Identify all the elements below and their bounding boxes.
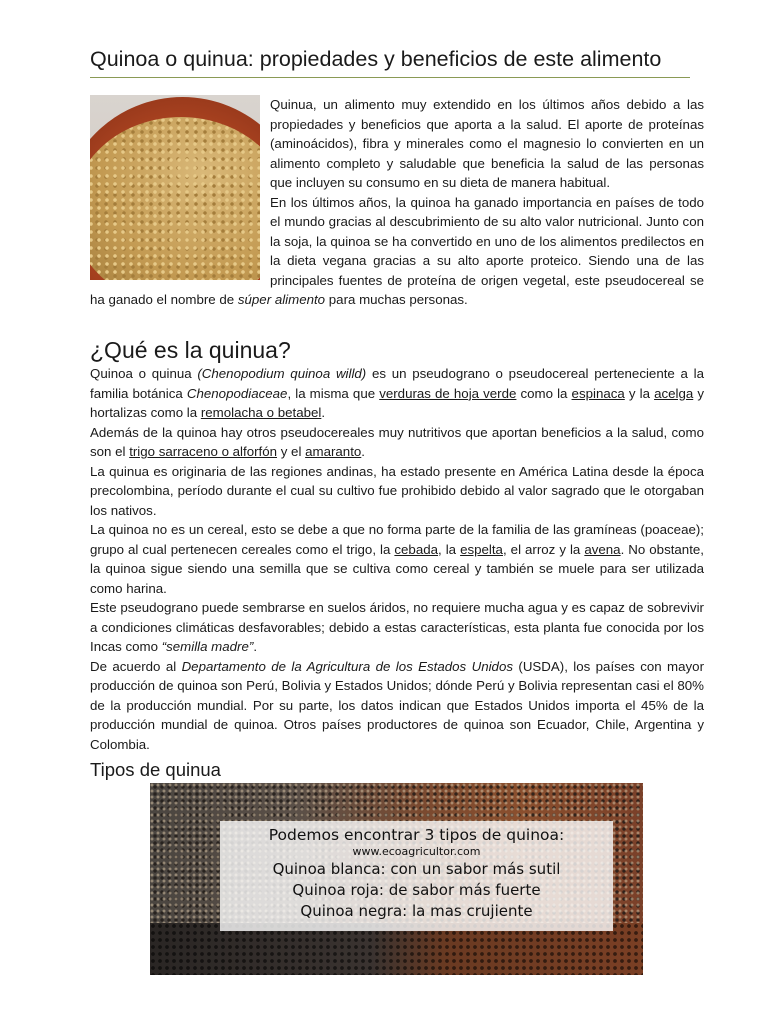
usda-name: Departamento de la Agricultura de los Estados Unidos: [181, 658, 513, 674]
text: y hortalizas como la: [90, 385, 704, 420]
quinoa-grains: [90, 117, 260, 280]
link-verduras-hoja-verde[interactable]: verduras de hoja verde: [379, 385, 517, 401]
text: La quinoa no es un cereal, esto se debe a que no forma parte de la familia de las gramíneas (poaceae); grupo al cual pertenecen cereales como el trigo, la: [90, 522, 704, 557]
semilla-madre-quote: “semilla madre”: [161, 639, 254, 654]
text: (USDA), los países con mayor producción de quinoa son Perú, Bolivia y Estados Unidos; dónde Perú y Bolivia representan casi el 80% de la producción mundial. Por su parte, los datos indican que Estados Unidos importa el 45% de la producción mundial de quinoa. Otros países productores de quinoa son Ecuador, Chile, Argentina y Colombia.: [90, 658, 704, 752]
text: y la: [624, 385, 655, 401]
link-avena[interactable]: avena: [584, 541, 621, 557]
title-divider: [90, 77, 690, 78]
section-que-es-body: [90, 364, 704, 754]
paragraph-pseudocereales: [90, 423, 704, 462]
text: y el: [277, 444, 306, 459]
banner-type-blanca: Quinoa blanca: con un sabor más sutil: [272, 860, 561, 878]
quinoa-types-image: [150, 783, 643, 975]
type-desc: con un sabor más sutil: [385, 860, 561, 878]
type-name: Quinoa negra: [300, 902, 403, 920]
text: como la: [516, 385, 572, 401]
paragraph-definicion: [90, 364, 704, 423]
text: es un pseudograno o pseudocereal perteneciente a la familia botánica: [90, 366, 704, 401]
text: Quinoa o quinua: [90, 366, 198, 381]
banner-website: www.ecoagricultor.com: [352, 845, 481, 858]
link-espelta[interactable]: espelta: [460, 541, 503, 557]
scientific-name: (Chenopodium quinoa willd): [197, 366, 367, 381]
intro-text: En los últimos años, la quinoa ha ganado importancia en países de todo el mundo gracias al descubrimiento de su alto valor nutricional. Junto con la soja, la quinoa se ha convertido en uno de los alimentos predilectos en la dieta vegana gracias a su alto aporte proteico. Siendo una de las principales fuentes de proteína de origen vegetal, este pseudocereal se ha ganado el nombre de: [90, 194, 704, 307]
paragraph-no-es-cereal: [90, 520, 704, 598]
link-remolacha[interactable]: remolacha o betabel: [200, 405, 322, 420]
quinoa-bowl-image: [90, 95, 260, 280]
type-desc: la mas crujiente: [407, 902, 533, 920]
types-banner: [220, 821, 613, 931]
text: .: [253, 639, 258, 654]
text: Además de la quinoa hay otros pseudocereales muy nutritivos que aportan beneficios a la salud, como son el: [90, 424, 704, 459]
banner-heading: Podemos encontrar 3 tipos de quinoa:: [268, 826, 565, 844]
text: . No obstante, la quinoa sigue siendo una semilla que se cultiva como cereal y también se muele para ser utilizada como harina.: [90, 541, 704, 596]
section-heading-que-es: ¿Qué es la quinua?: [90, 337, 291, 363]
text: De acuerdo al: [90, 658, 182, 674]
family-name: Chenopodiaceae: [186, 385, 288, 401]
intro-paragraph-1: Quinua, un alimento muy extendido en los últimos años debido a las propiedades y beneficios que aporta a la salud. El aporte de proteínas (aminoácidos), fibra y minerales como el magnesio lo convierten en un alimento completo y saludable que beneficia la salud de las personas que incluyen su consumo en su dieta de manera habitual.: [270, 97, 704, 190]
type-desc: de sabor más fuerte: [383, 881, 541, 899]
intro-text-end: para muchas personas.: [325, 292, 468, 307]
link-cebada[interactable]: cebada: [394, 541, 439, 557]
intro-emphasis: súper alimento: [237, 292, 326, 307]
link-trigo-sarraceno[interactable]: trigo sarraceno o alforfón: [129, 444, 278, 459]
link-espinaca[interactable]: espinaca: [571, 385, 625, 401]
link-acelga[interactable]: acelga: [654, 385, 694, 401]
type-name: Quinoa roja: [292, 881, 379, 899]
text: , la misma que: [287, 385, 380, 401]
paragraph-cultivo: [90, 598, 704, 657]
text: .: [321, 405, 326, 420]
section-heading-tipos: Tipos de quinua: [90, 759, 221, 780]
link-amaranto[interactable]: amaranto: [305, 444, 362, 459]
type-name: Quinoa blanca: [272, 860, 381, 878]
text: , el arroz y la: [502, 541, 585, 557]
paragraph-produccion: [90, 657, 704, 755]
banner-type-roja: Quinoa roja: de sabor más fuerte: [292, 881, 541, 899]
text: , la: [438, 541, 461, 557]
page-title: Quinoa o quinua: propiedades y beneficios de este alimento: [90, 47, 662, 71]
paragraph-origen: La quinua es originaria de las regiones andinas, ha estado presente en América Latina desde la época precolombina, período durante el cual su cultivo fue prohibido debido al valor sagrado que le otorgaban los nativos.: [90, 463, 704, 518]
text: Este pseudograno puede sembrarse en suelos áridos, no requiere mucha agua y es capaz de sobrevivir a condiciones climáticas desfavorables; debido a estas características, esta planta fue conocida por los Incas como: [90, 600, 704, 654]
text: .: [361, 444, 365, 459]
banner-type-negra: Quinoa negra: la mas crujiente: [300, 902, 533, 920]
